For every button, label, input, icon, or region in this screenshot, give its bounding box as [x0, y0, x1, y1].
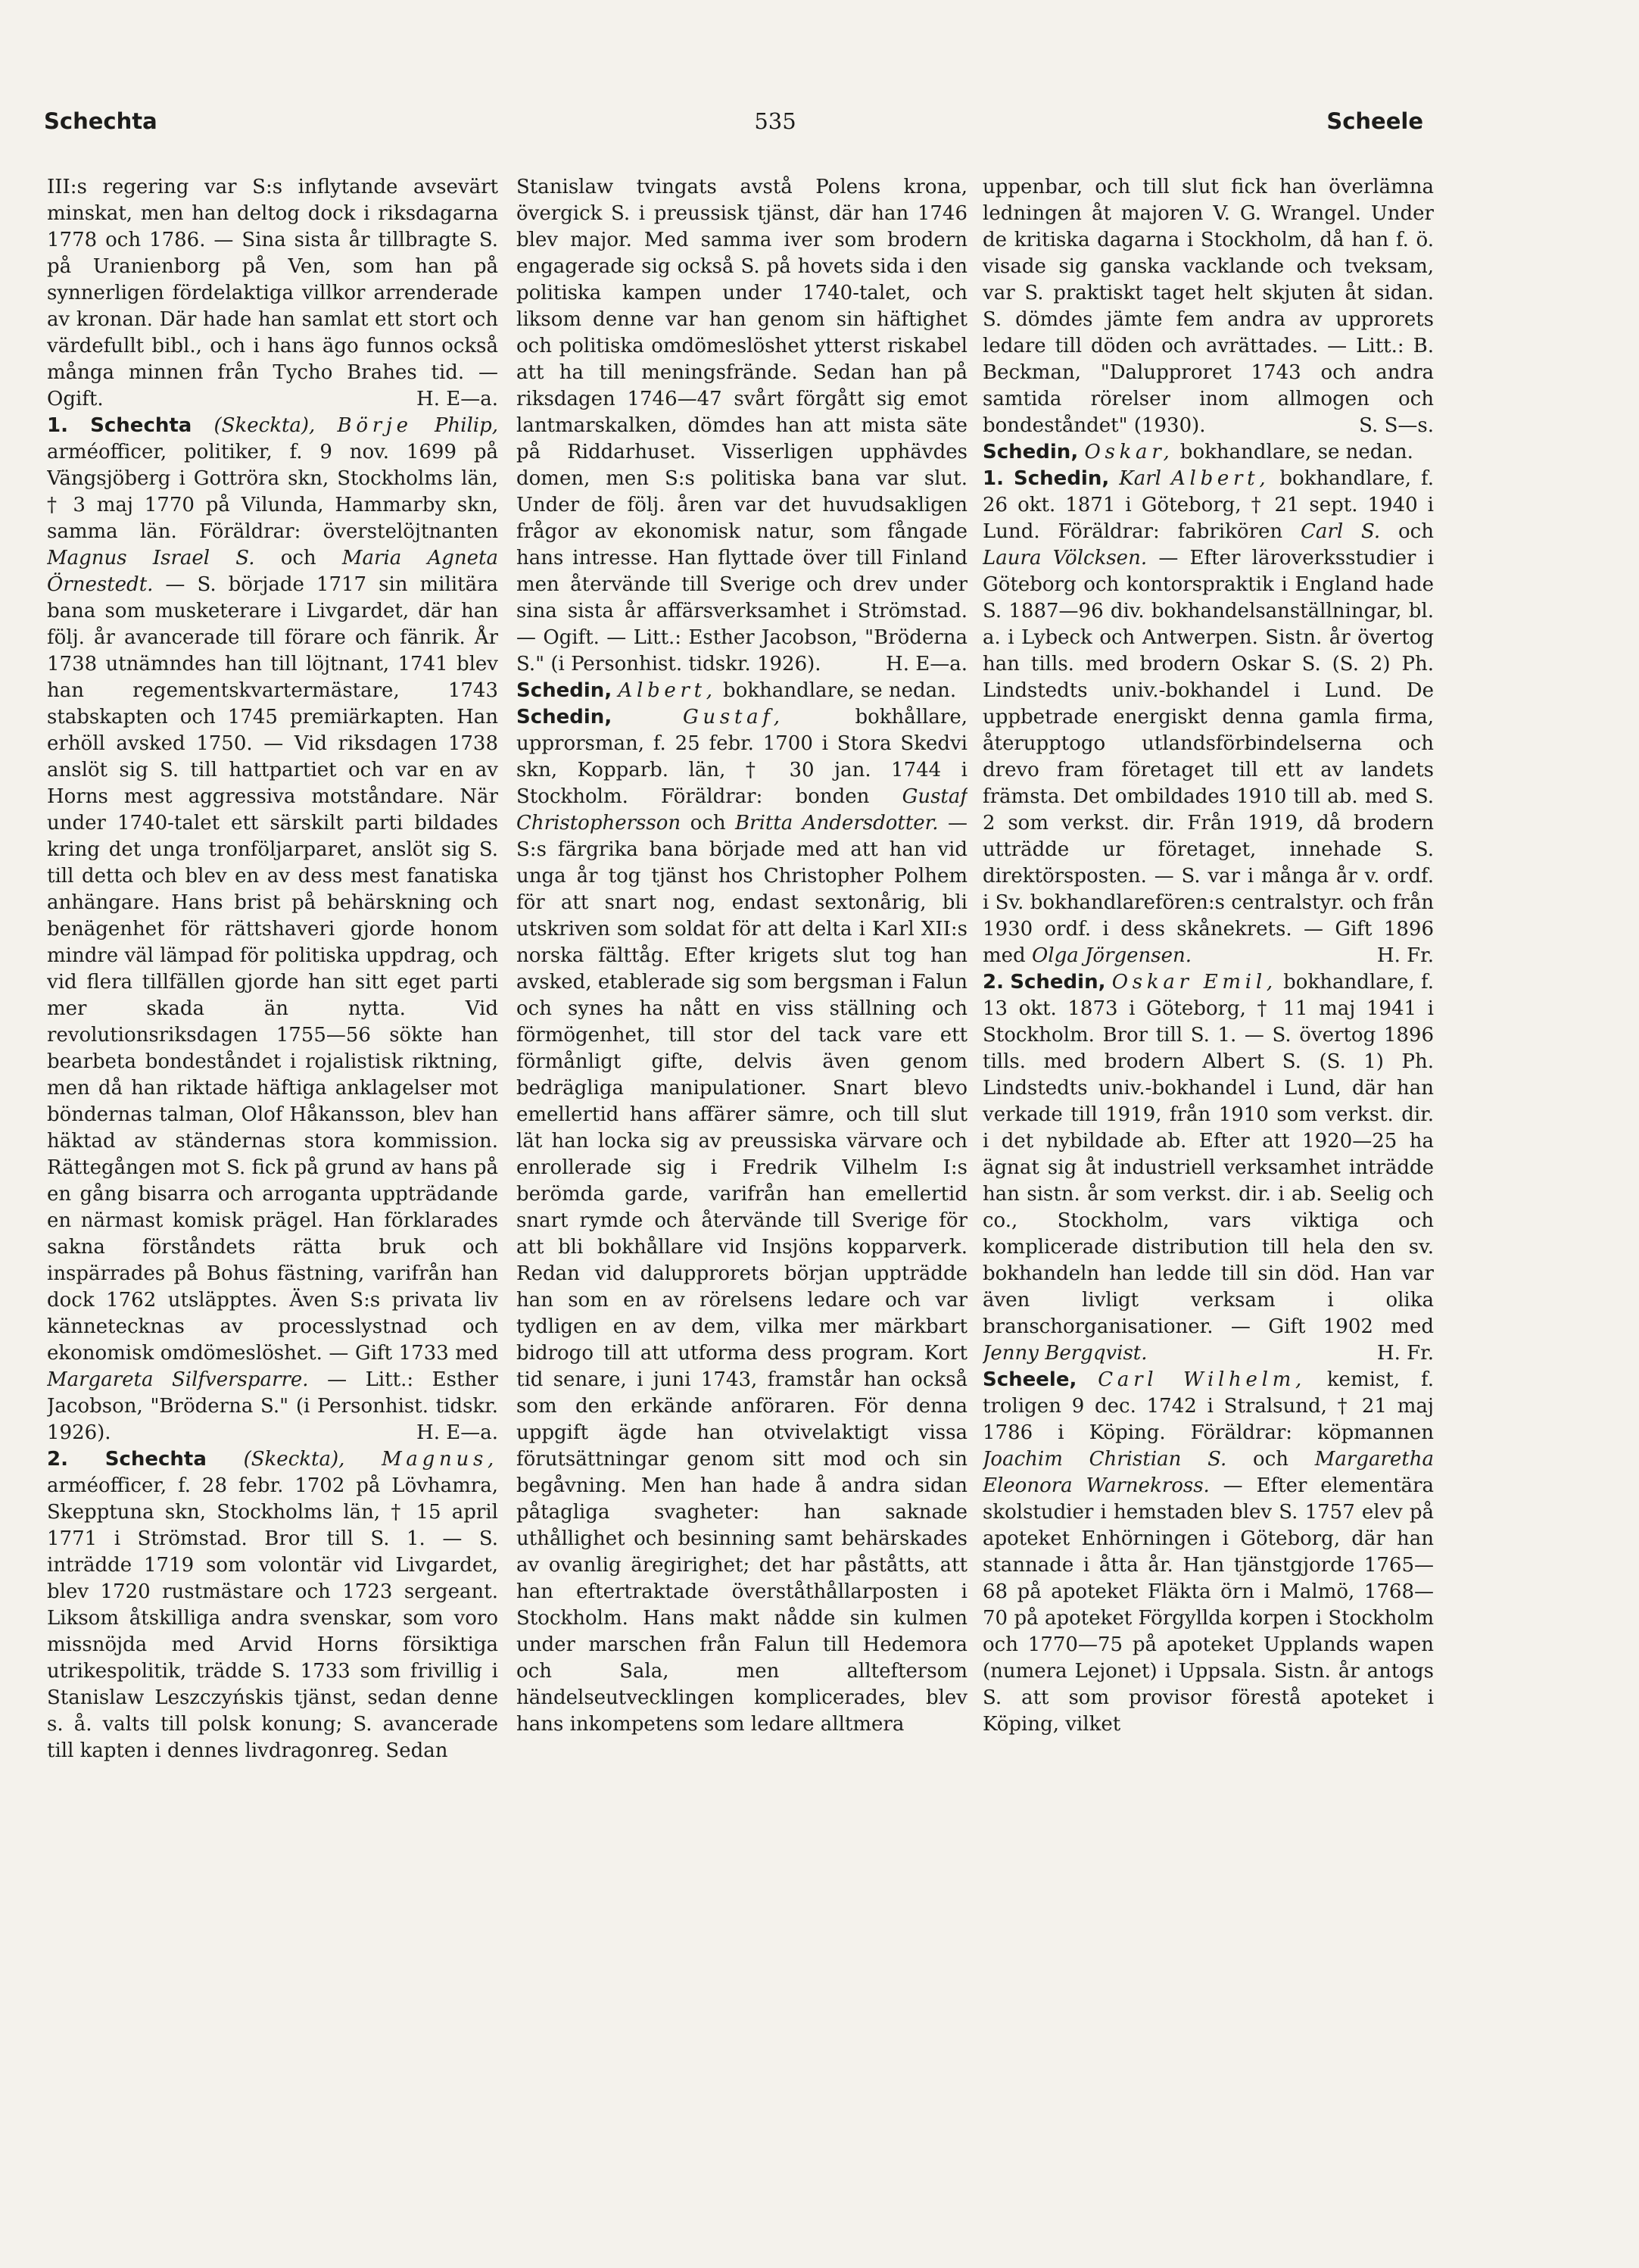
entry-text: arméofficer, f. 28 febr. 1702 på Lövhamra, Skepptuna skn, Stockholms län, † 15 april 1771 i Strömstad. Bror till S. 1. — S. inträdde 1719 som volontär vid Livgardet, blev 1720 rustmästare och 1723 sergeant. Liksom åtskilliga andra svenskar, som voro missnöjda med Arvid Horns försiktiga utrikespolitik, trädde S. 1733 som frivillig i Stanislaw Leszczyńskis tjänst, sedan denne s. å. valts till polsk konung; S. avancerade till kapten i dennes livdragonreg. Sedan [47, 1474, 498, 1762]
entry-text: bokhållare, upprorsman, f. 25 febr. 1700 i Stora Skedvi skn, Kopparb. län, † 30 jan. 1744 i Stockholm. Föräldrar: bonden [516, 706, 968, 808]
spouse-name: Margareta Silfversparre. [47, 1368, 309, 1391]
entry-schedin-oskar-ref [983, 439, 1434, 466]
entry-headword: Schedin, [983, 441, 1079, 463]
author-signature: H. E—a. [416, 388, 498, 410]
literature-ref: — Litt.: Esther Jacobson, "Bröderna S." (i Personhist. tidskr. 1926). [47, 1368, 498, 1444]
entry-headword: Schedin, [1014, 467, 1110, 490]
running-head-right: Scheele [1326, 108, 1423, 134]
running-head-left: Schechta [44, 108, 157, 134]
entry-text: arméofficer, politiker, f. 9 nov. 1699 på Vängsjöberg i Gottröra skn, Stockholms län, † 3 maj 1770 på Vilunda, Hammarby skn, samma län. Föräldrar: överstelöjtnanten [47, 441, 498, 543]
entry-headword: Schedin, [516, 679, 612, 702]
entry-number: 2. [47, 1448, 68, 1471]
entry-text: — Efter läroverksstudier i Göteborg och kontorspraktik i England hade S. 1887—96 div. bokhandelsanställningar, bl. a. i Lybeck och Antwerpen. Sistn. år övertog han tills. med brodern Oskar S. (S. 2) Ph. Lindstedts univ.-bokhandel i Lund. De uppbetrade energiskt denna gamla firma, återupptogo utlandsförbindelserna och drevo fram företaget till ett av landets främsta. Det ombildades 1910 till ab. med S. 2 som verkst. dir. Från 1919, då brodern utträdde ur företaget, innehade S. direktörsposten. — S. var i många år v. ordf. i Sv. bokhandlarefören:s centralstyr. och från 1930 ordf. i dess skånekrets. — Gift 1896 med [983, 547, 1434, 967]
alt-spelling: (Skeckta), [243, 1448, 345, 1471]
entry-schechta-borje [47, 413, 498, 1446]
entry-text: III:s regering var S:s inflytande avsevärt minskat, men han deltog dock i riksdagarna 1778 och 1786. — Sina sista år tillbragte S. på Uranienborg på Ven, som han på synnerligen fördelaktiga villkor arrenderade av kronan. Där hade han samlat ett stort och värdefullt bibl., och i hans ägo funnos också många minnen från Tycho Brahes tid. — Ogift. [47, 176, 498, 410]
author-signature: H. Fr. [1376, 1342, 1434, 1365]
entry-number: 1. [983, 467, 1004, 490]
entry-headword: Scheele, [983, 1368, 1077, 1391]
entry-text: bokhandlare, f. 13 okt. 1873 i Göteborg, † 11 maj 1941 i Stockholm. Bror till S. 1. — S. övertog 1896 tills. med brodern Albert S. (S. 1) Ph. Lindstedts univ.-bokhandel i Lund, där han verkade till 1919, från 1910 som verkst. dir. i det nybildade ab. Efter att 1920—25 ha ägnat sig åt industriell verksamhet inträdde han sistn. år som verkst. dir. i ab. Seelig och co., Stockholm, vars viktiga och komplicerade distribution till hela den sv. bokhandeln han ledde till sin död. Han var även livligt verksam i olika branschorganisationer. — Gift 1902 med [983, 971, 1434, 1338]
alt-spelling: (Skeckta), [213, 414, 316, 437]
column-1 [47, 174, 498, 2219]
given-name: Oskar, [1084, 441, 1174, 463]
given-name: Oskar Emil, [1111, 971, 1277, 994]
entry-schedin-karl-albert [983, 466, 1434, 969]
parent-name: Magnus Israel S. [47, 547, 255, 569]
column-3 [983, 174, 1434, 2219]
entry-number: 2. [983, 971, 1004, 994]
parent-name: Maria Agneta Örnestedt. [47, 547, 498, 596]
entry-text: — S. började 1717 sin militära bana som musketerare i Livgardet, där han följ. år avancerade till förare och fänrik. År 1738 utnämndes han till löjtnant, 1741 blev han regementskvartermästare, 1743 stabskapten och 1745 premiärkapten. Han erhöll avsked 1750. — Vid riksdagen 1738 anslöt sig S. till hattpartiet och var en av Horns mest aggressiva motståndare. När under 1740-talet ett särskilt parti bildades kring det unga tronföljarparet, anslöt sig S. till detta och blev en av dess mest fanatiska anhängare. Hans brist på behärskning och benägenhet för rättshaveri gjorde honom mindre väl lämpad för politiska uppdrag, och vid flera tillfällen gjorde han sitt eget parti mer skada än nytta. Vid revolutionsriksdagen 1755—56 sökte han bearbeta bondeståndet i rojalistisk riktning, men då han riktade häftiga anklagelser mot böndernas talman, Olof Håkansson, blev han häktad av ständernas stora kommission. Rättegången mot S. fick på grund av hans på en gång bisarra och arroganta uppträdande en närmast komisk prägel. Han förklarades sakna förståndets rätta bruk och inspärrades på Bohus fästning, varifrån han dock 1762 utsläpptes. Även S:s privata liv kännetecknas av processlystnad och ekonomisk omdömeslöshet. — Gift 1733 med [47, 573, 498, 1365]
entry-headword: Schechta [90, 414, 192, 437]
parent-name: Margaretha Eleonora Warnekross. [983, 1448, 1434, 1497]
entry-headword: Schedin, [1010, 971, 1106, 994]
parent-name: Laura Völcksen. [983, 547, 1148, 569]
entry-text: Stanislaw tvingats avstå Polens krona, övergick S. i preussisk tjänst, där han 1746 blev major. Med samma iver som brodern engagerade sig också S. på hovets sida i den politiska kampen under 1740-talet, och liksom denne var han genom sin häftighet och politiska omdömeslöshet ytterst riskabel att ha till meningsfrände. Sedan han på riksdagen 1746—47 svårt förgått sig emot lantmarskalken, dömdes han att mista säte på Riddarhuset. Visserligen upphävdes domen, men S:s politiska bana var slut. Under de följ. åren var det huvudsakligen frågor av ekonomisk natur, som fångade hans intresse. Han flyttade över till Finland men återvände till Sverige och drev under sina sista år affärsverksamhet i Strömstad. — Ogift. — Litt.: Esther Jacobson, "Bröderna S." (i Personhist. tidskr. 1926). [516, 176, 968, 675]
given-name: Carl Wilhelm, [1098, 1368, 1306, 1391]
entry-text: bokhandlare, f. 26 okt. 1871 i Göteborg, † 21 sept. 1940 i Lund. Föräldrar: fabrikören [983, 467, 1434, 543]
parent-name: Gustaf Christophersson [516, 785, 968, 835]
author-signature: S. S—s. [1359, 414, 1434, 437]
entry-scheele-carl-wilhelm [983, 1367, 1434, 1738]
entry-continuation [516, 174, 968, 678]
parent-name: Britta Andersdotter. [735, 812, 939, 835]
spouse-name: Jenny Bergqvist. [983, 1342, 1148, 1365]
given-name: Magnus, [382, 1448, 498, 1471]
conjunction: och [1380, 520, 1434, 543]
entry-headword: Schechta [104, 1448, 207, 1471]
author-signature: H. Fr. [1376, 944, 1434, 967]
given-name: Börje [337, 414, 413, 437]
entry-text: uppenbar, och till slut fick han överlämna ledningen åt majoren V. G. Wrangel. Under de kritiska dagarna i Stockholm, då han f. ö. visade sig ganska vacklande och tveksam, var S. praktiskt taget helt skjuten åt sidan. S. dömdes jämte fem andra av upprorets ledare till döden och avrättades. — Litt.: B. Beckman, "Dalupproret 1743 och andra samtida rörelser inom allmogen och bondeståndet" (1930). [983, 176, 1434, 437]
entry-schedin-albert-ref [516, 678, 968, 704]
entry-text: — S:s färgrika bana började med att han vid unga år tog tjänst hos Christopher Polhem för att snart nog, endast sextonårig, bli utskriven som soldat för att delta i Karl XII:s norska fälttåg. Efter krigets slut tog han avsked, etablerade sig som bergsman i Falun och synes ha nått en viss ställning och förmögenhet, till stor del tack vare ett förmånligt gifte, delvis även genom bedrägliga manipulationer. Snart blevo emellertid hans affärer sämre, och till slut lät han locka sig av preussiska värvare och enrollerade sig i Fredrik Vilhelm I:s berömda garde, varifrån han emellertid snart rymde och återvände till Sverige för att bli bokhållare vid Insjöns kopparverk. Redan vid dalupprorets början uppträdde han som en av rörelsens ledare och var tydligen en av dem, vilka mer märkbart bidrogo till att utforma dess program. Kort tid senare, i juni 1743, framstår han också som den erkände anföraren. För denna uppgift ägde han otvivelaktigt vissa förutsättningar genom sitt mod och sin begåvning. Men han hade å andra sidan påtagliga svagheter: han saknade uthållighet och besinning samt behärskades av ovanlig äregirighet; det har påståtts, att han eftertraktade överståthållarposten i Stockholm. Hans makt nådde sin kulmen under marschen från Falun till Hedemora och Sala, men allteftersom händelseutvecklingen komplicerades, blev hans inkompetens som ledare alltmera [516, 812, 968, 1736]
entry-schedin-gustaf [516, 704, 968, 1738]
given-name: Gustaf, [682, 706, 784, 728]
conjunction: och [681, 812, 736, 835]
parent-name: Joachim Christian S. [983, 1448, 1227, 1471]
author-signature: H. E—a. [886, 653, 968, 675]
given-name: Albert, [618, 679, 717, 702]
entry-continuation [47, 174, 498, 413]
entry-text: kemist, f. troligen 9 dec. 1742 i Stralsund, † 21 maj 1786 i Köping. Föräldrar: köpmannen [983, 1368, 1434, 1444]
entry-number: 1. [47, 414, 68, 437]
column-2 [516, 174, 968, 2219]
entry-headword: Schedin, [516, 706, 612, 728]
page-number: 535 [754, 108, 796, 134]
given-name: Albert, [1171, 467, 1270, 490]
spouse-name: Olga Jörgensen. [1031, 944, 1192, 967]
conjunction: och [254, 547, 342, 569]
parent-name: Carl S. [1301, 520, 1381, 543]
entry-continuation [983, 174, 1434, 439]
entry-text: bokhandlare, se nedan. [1173, 441, 1413, 463]
entry-text: bokhandlare, se nedan. [716, 679, 957, 702]
first-name: Karl [1119, 467, 1161, 490]
entry-schechta-magnus [47, 1446, 498, 1764]
author-signature: H. E—a. [416, 1421, 498, 1444]
entry-text: — Efter elementära skolstudier i hemstaden blev S. 1757 elev på apoteket Enhörningen i Göteborg, där han stannade i åtta år. Han tjänstgjorde 1765—68 på apoteket Fläkta örn i Malmö, 1768—70 på apoteket Förgyllda korpen i Stockholm och 1770—75 på apoteket Upplands wapen (numera Lejonet) i Uppsala. Sistn. år antogs S. att som provisor förestå apoteket i Köping, vilket [983, 1474, 1434, 1736]
given-name-rest: Philip, [434, 414, 498, 437]
entry-schedin-oskar-emil [983, 969, 1434, 1367]
conjunction: och [1226, 1448, 1315, 1471]
